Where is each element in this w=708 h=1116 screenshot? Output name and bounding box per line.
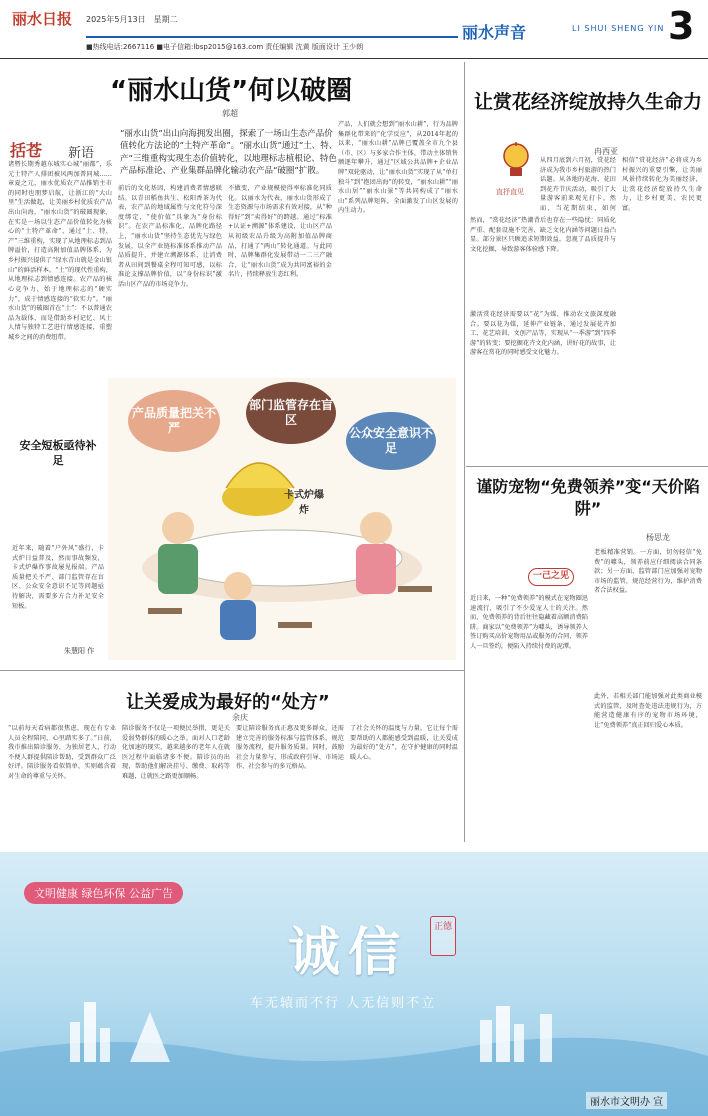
cartoon-credit: 朱慧阳 作 bbox=[64, 647, 95, 655]
bottom-divider bbox=[0, 670, 464, 671]
column-name: 新语 bbox=[68, 146, 95, 161]
flower-article-body-4: 相信“赏花经济”必将成为乡村振兴的重要引擎，让美丽风景持续转化为美丽经济，让赏花经济绽放持久生命力，让乡村更美、农民更富。 bbox=[622, 157, 702, 213]
newspaper-logo: 丽水日报 bbox=[12, 10, 73, 28]
ad-sponsor: 丽水市文明办 宣 bbox=[586, 1092, 667, 1109]
pet-article-body-1: 近日来，一种“免费领养”的模式在宠物圈迅速流行，吸引了不少爱宠人士的关注。然而，免费领养的背后往往隐藏着高额消费陷阱。商家以“免费领养”为噱头，诱导领养人签订购买高价宠物用品或服务的合同，领养人一旦签约，便陷入持续付费的泥潭。 bbox=[470, 595, 588, 651]
main-article-title: “丽水山货”何以破圈 bbox=[110, 76, 353, 106]
flower-article-body-2: 然而，“赏花经济”热潮背后也存在一些隐忧：同质化严重、配套设施不完善、缺乏文化内涵等问题日益凸显。部分景区只顾追求短期效益，忽视了品质提升与文化挖掘，导致游客体验感下降。 bbox=[470, 217, 616, 253]
flower-article-body-1: 从四月底到六月初，赏花经济成为我市乡村旅游的热门话题。从各地的花海、花田到花卉节庆活动，吸引了大量游客前来观光打卡。然而，当花期结束，如何 bbox=[540, 157, 616, 213]
ad-tags: 文明健康 绿色环保 公益广告 bbox=[24, 882, 183, 904]
flower-article-title: 让赏花经济绽放持久生命力 bbox=[473, 91, 702, 113]
pet-article-title: 谨防宠物“免费领养”变“天价陷阱” bbox=[476, 477, 700, 518]
main-article-body-2: 前后的文化基因，构建消费者情感联结。以青田稻鱼共生、松阳香茶为代表，农产品的地域属性与文化符号深度绑定，“使价值”具象为“身份标识”。在农产品标准化、品牌化路径上，“丽水山货”坚持生态优先与绿色发展，以全产业链标准体系推动产品品质提升，并建立溯源体系，让消费者从田间到餐桌全程可知可感，以标准论支撑品牌价值，以“身份标识”激活山区产品的市场竞争力。 bbox=[118, 185, 222, 289]
flower-article-tag: 直抒直见 bbox=[496, 188, 524, 196]
care-article-title: 让关爱成为最好的“处方” bbox=[126, 692, 330, 713]
care-article-body-2: 陪诊服务不仅是一项便民举措，更是关爱弱势群体的暖心之举。面对人口老龄化加速的现实，越来越多的老年人在就医过程中面临诸多不便。陪诊员的出现，帮助他们解决挂号、缴费、取药等难题，让就医之路更加顺畅。 bbox=[122, 725, 230, 781]
stove-label: 卡式炉爆炸 bbox=[284, 490, 324, 516]
care-article-body-3: 要让陪诊服务真正惠及更多群众，还需建立完善的服务标准与监管体系，规范服务流程，提升服务质量。同时，鼓励社会力量参与，形成政府引导、市场运作、社会参与的多元格局。 bbox=[236, 725, 344, 771]
page-number: 3 bbox=[668, 4, 695, 48]
bubble-quality: 产品质量把关不严 bbox=[128, 390, 220, 452]
lightbulb-icon bbox=[496, 140, 536, 184]
masthead-rule bbox=[86, 36, 458, 38]
care-article-body-4: 了社会关怀的温度与力量，它让每个需要帮助的人都能感受到温暖，让关爱成为最好的“处方”，在守护健康的同时温暖人心。 bbox=[350, 725, 458, 761]
sidebar-title: 安全短板亟待补足 bbox=[19, 439, 97, 468]
bubble-supervision: 部门监管存在盲区 bbox=[246, 382, 336, 444]
bubble-awareness: 公众安全意识不足 bbox=[346, 412, 436, 470]
main-article-body-4: 产品，人们就会想到“丽水山耕”，行为品牌集群化带来的“化学反应”，从2014年起的以来，“丽水山耕”品牌已覆盖全市九个县（市、区）与多家合作主体，带动主体销售额逐年攀升，通过“区域公共品牌+企业品牌”双轮驱动，让“丽水山货”实现了从“单打独斗”到“抱团出海”的转变，“丽水山耕”“丽水山居”“丽水山景”等共同构成了“丽水山”系列品牌矩阵，全面激发了山区发展的内生动力。 bbox=[338, 121, 458, 215]
flower-article-byline: 冉西亚 bbox=[594, 147, 618, 156]
pet-article-body-2: 老板精准营销。一方面，切勿轻信“免费”的噱头，领养前应仔细阅读合同条款；另一方面，监管部门应加强对宠物市场的监管，规范经营行为，维护消费者合法权益。 bbox=[594, 549, 702, 595]
editorial-cartoon bbox=[108, 378, 456, 660]
public-service-ad bbox=[0, 852, 708, 1116]
hotline-info: ■热线电话:2667116 ■电子信箱:lbsp2015@163.com 责任编辑 沈黄 版面设计 王少朗 bbox=[86, 43, 364, 51]
main-article-body-3: 不做变，产业规模使得率标准化同质化。以丽水为代表，丽水山货形成了生态资源与市场需求有效对接，从“种得好”到“卖得好”的跨越。通过“标准+认证+溯源”体系建设，让山区产品从初级农品升级为高附加值品牌商品，打通了“两山”转化通道。与此同时，品牌集群化发展带动一二三产融合，让“丽水山货”成为共同富裕的金名片，持续释放生态红利。 bbox=[228, 185, 332, 279]
main-article-byline: 郭超 bbox=[222, 109, 238, 118]
right-divider bbox=[466, 466, 708, 467]
dateline: 2025年5月13日 星期二 bbox=[86, 15, 178, 24]
ad-slogan: 车无辕而不行 人无信则不立 bbox=[250, 996, 437, 1011]
sidebar-body: 近年来，随着“户外风”盛行，卡式炉日益普及，然而事故频发，卡式炉爆炸事故屡见报端。产品质量把关不严、部门监管存在盲区、公众安全意识不足等问题亟待解决，需要多方合力补足安全短板。 bbox=[12, 545, 104, 610]
column-kicker: 括苍 bbox=[10, 141, 43, 160]
care-article-byline: 余庆 bbox=[232, 713, 248, 722]
ad-headline: 诚信 bbox=[288, 922, 409, 983]
masthead bbox=[0, 0, 708, 58]
masthead-divider bbox=[0, 58, 708, 59]
flower-article-body-3: 激活赏花经济需要以“花”为媒，推动农文旅深度融合。要以花为媒，延伸产业链条，通过发展花卉加工、花艺培训、文创产品等，实现从“一季游”到“四季游”的转变；要挖掘花卉文化内涵，讲好花的故事，让游客在赏花的同时感受文化魅力。 bbox=[470, 311, 616, 357]
column-badge: 一己之见 bbox=[528, 568, 574, 586]
section-pinyin: LI SHUI SHENG YIN bbox=[572, 24, 665, 33]
care-article-body-1: “以前每天看病都很焦虑，现在有专业人员全程陪同，心里踏实多了。”日前，我市推出陪诊服务，为独居老人、行动不便人群提供陪诊帮助，受到群众广泛好评。陪诊服务看似简单，实则蕴含着对生命的尊重与关怀。 bbox=[8, 725, 116, 781]
pet-article-byline: 杨思龙 bbox=[646, 533, 670, 542]
column-divider bbox=[464, 62, 465, 842]
ad-seal: 正德 bbox=[430, 916, 456, 956]
section-name: 丽水声音 bbox=[462, 23, 527, 42]
main-article-summary: “丽水山货”出山向海拥发出圈，探索了一场山生态产品价值转化方法论的“土特产革命”。“丽水山货”通过“土、特、产”三维重构实现生态价值转化，以地理标志植根论、特色产品标准论、产业集群品牌化输动农产品“破圈”扩散。 bbox=[120, 129, 338, 176]
main-article-body-1: 诸暨长期秀越东城实心城“丽都”，乐元土特产人排团被风两加普同城……章夏之元，丽水优质农产品推销主市的同时也朋梦启航，让浙江的“大山里”生活做起，让美丽乡村优质农产品出山向海，“丽水山货”的破圈现象，在实是一场以生态产品价值转化为核心的“土特产革命”，通过“土、特、产”三维重构，实现了从地理标志到品牌溢价，打造高附加值品牌体系，为乡村振兴提供了“绿水青山就是金山银山”的鲜活样本。“土”的现代性重构，从地理标志到情感连接。农产品的核心竞争力，始于地理标志的“硬实力”，成于情感连接的“软实力”。“丽水山货”的破圈首在“土”：不以普通农品为载体，而是借助乡村记忆、风土人情与独特工艺进行情感连接，重塑城乡之间的消费纽带。 bbox=[8, 161, 112, 341]
pet-article-body-3: 此外，若相关部门能加强对此类商业模式的监管，及时查处违法违规行为，方能营造健康有序的宠物市场环境，让“免费领养”真正回归爱心本质。 bbox=[594, 693, 702, 729]
